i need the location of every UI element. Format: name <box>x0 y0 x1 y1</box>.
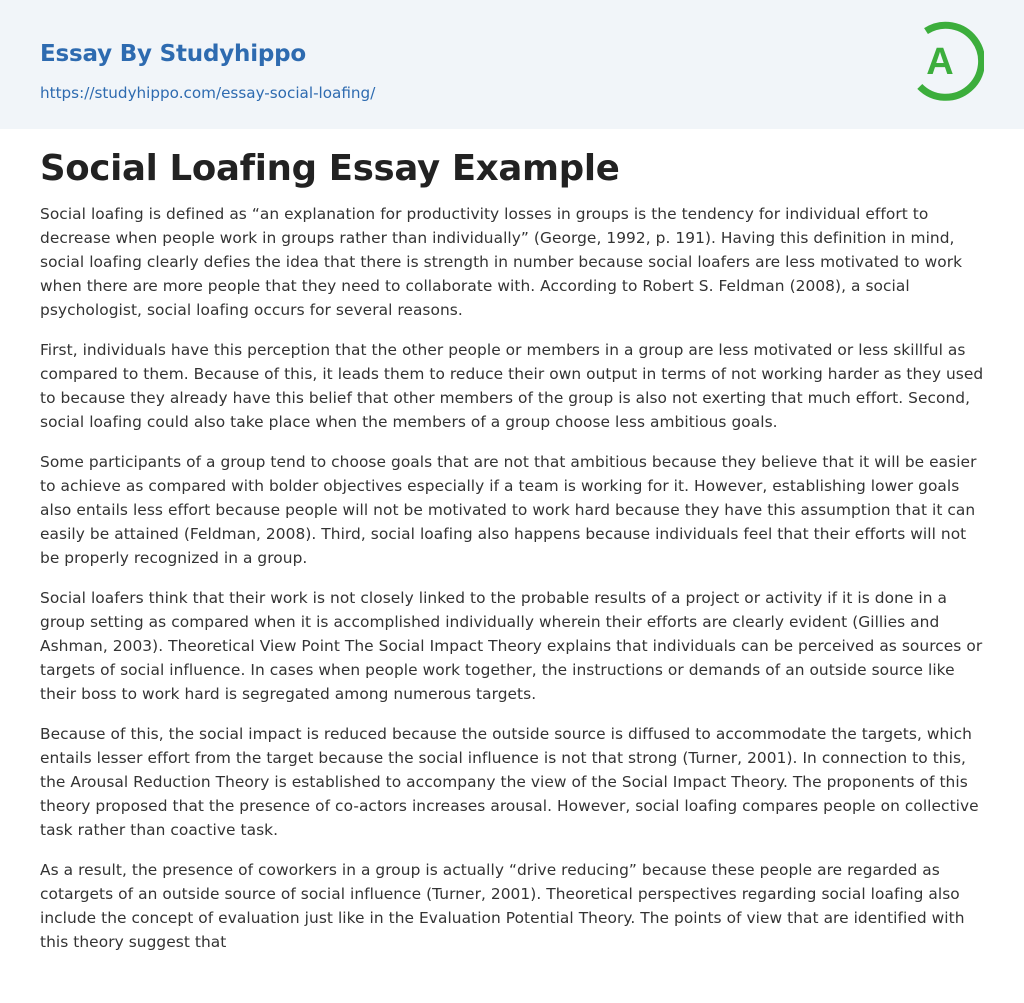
paragraph-3: Some participants of a group tend to choose goals that are not that ambitious because they believe that it will be easier to achieve as compared with bolder objectives especially if a team is working for it. However, establishing lower goals also entails less effort because people will not be motivated to work hard because they have this assumption that it can easily be attained (Feldman, 2008). Third, social loafing also happens because individuals feel that their efforts will not be properly recognized in a group. <box>40 452 977 567</box>
paragraph-1: Social loafing is defined as “an explanation for productivity losses in groups is the tendency for individual effort to decrease when people work in groups rather than individually” (George, 1992, p. 191). Having this definition in mind, social loafing clearly defies the idea that there is strength in number because social loafers are less motivated to work when there are more people that they need to collaborate with. According to Robert S. Feldman (2008), a social psychologist, social loafing occurs for several reasons. <box>40 204 963 319</box>
logo-icon[interactable] <box>900 20 984 104</box>
paragraph-2: First, individuals have this perception that the other people or members in a group are less motivated or less skillful as compared to them. Because of this, it leads them to reduce their own output in terms of not working harder as they used to because they already have this belief that other members of the group is also not exerting that much effort. Second, social loafing could also take place when the members of a group choose less ambitious goals. <box>40 340 984 431</box>
page-url-link[interactable]: https://studyhippo.com/essay-social-loafing/ <box>40 84 376 102</box>
page-title: Social Loafing Essay Example <box>40 148 620 189</box>
paragraph-5: Because of this, the social impact is reduced because the outside source is diffused to accommodate the targets, which entails lesser effort from the target because the social influence is not that strong (Turner, 2001). In connection to this, the Arousal Reduction Theory is established to accompany the view of the Social Impact Theory. The proponents of this theory proposed that the presence of co-actors increases arousal. However, social loafing compares people on collective task rather than coactive task. <box>40 724 979 839</box>
logo-letter: A <box>926 41 954 83</box>
site-header <box>0 0 1024 129</box>
paragraph-6: As a result, the presence of coworkers in a group is actually “drive reducing” because these people are regarded as cotargets of an outside source of social influence (Turner, 2001). Theoretical perspectives regarding social loafing also include the concept of evaluation just like in the Evaluation Potential Theory. The points of view that are identified with this theory suggest that <box>40 860 965 951</box>
paragraph-4: Social loafers think that their work is not closely linked to the probable results of a project or activity if it is done in a group setting as compared when it is accomplished individually wherein their efforts are clearly evident (Gillies and Ashman, 2003). Theoretical View Point The Social Impact Theory explains that individuals can be perceived as sources or targets of social influence. In cases when people work together, the instructions or demands of an outside source like their boss to work hard is segregated among numerous targets. <box>40 588 983 703</box>
site-brand[interactable]: Essay By Studyhippo <box>40 41 307 67</box>
article-body <box>0 129 1024 954</box>
